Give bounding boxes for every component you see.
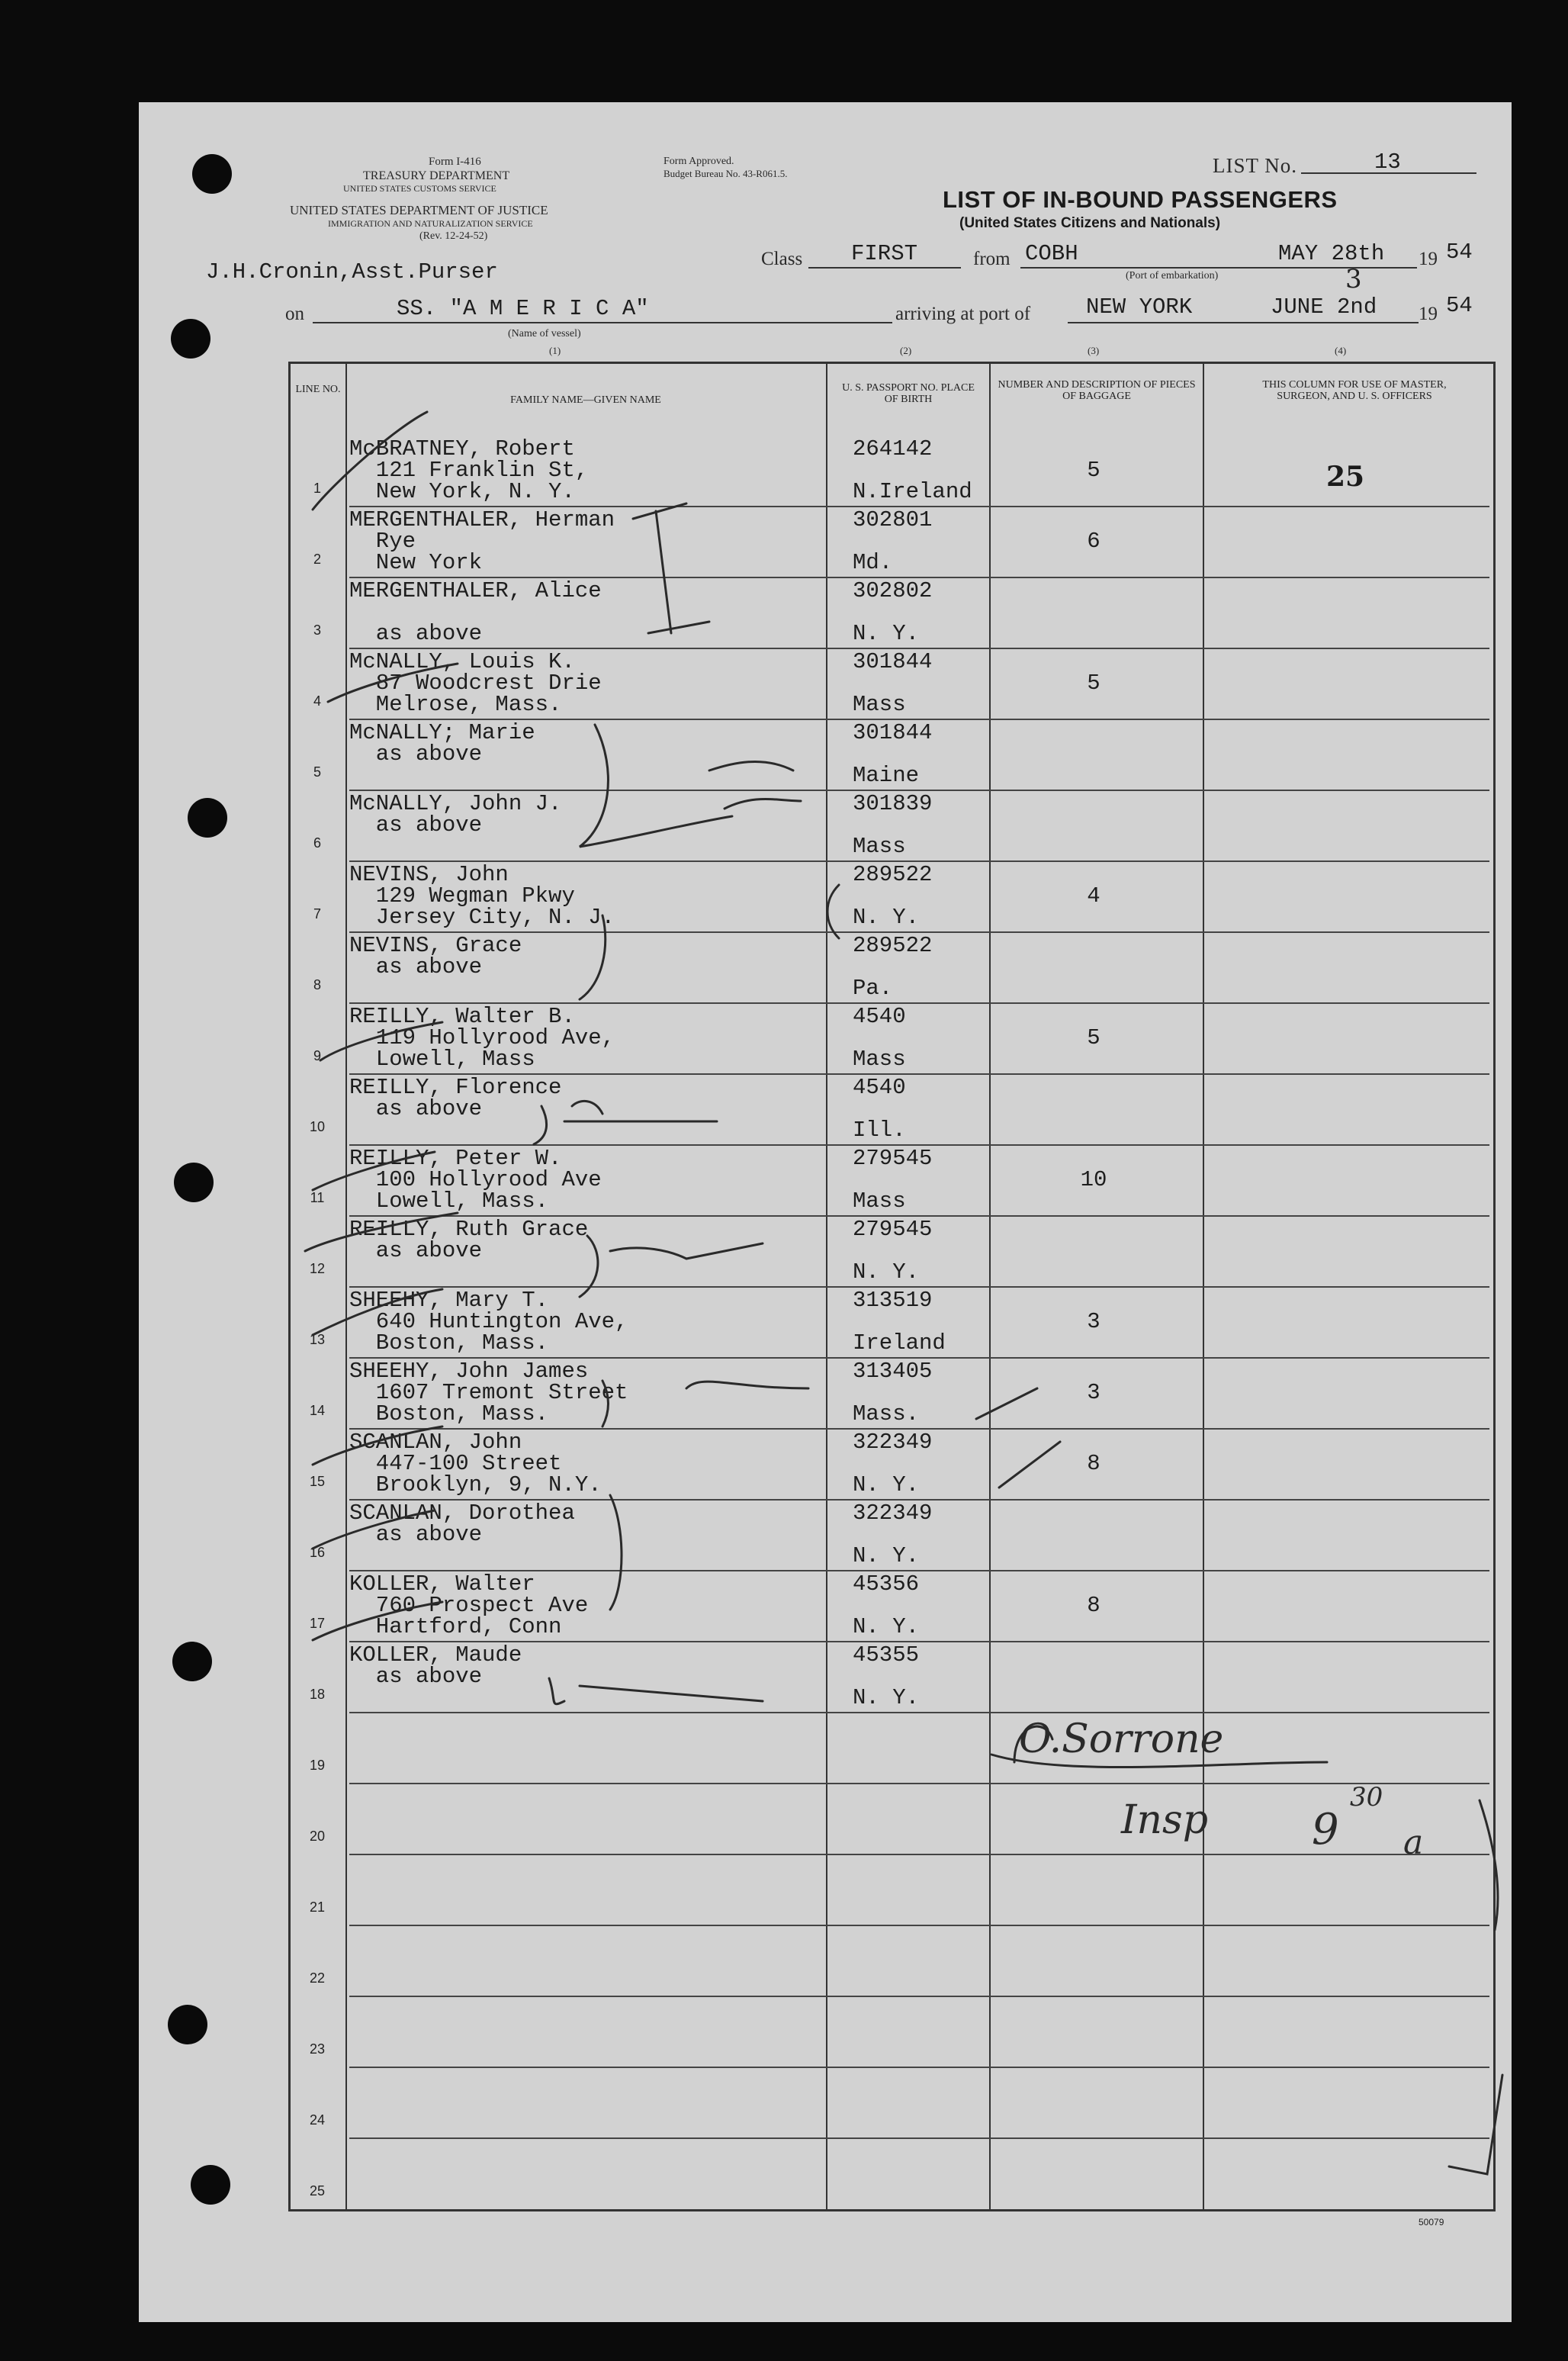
place-of-birth: Pa. — [853, 976, 893, 1001]
passport-number: 45356 — [853, 1571, 920, 1597]
passport-number: 302802 — [853, 578, 933, 603]
passport-number: 4540 — [853, 1075, 906, 1100]
place-of-birth: Maine — [853, 763, 920, 788]
baggage-count: 8 — [1087, 1451, 1100, 1476]
passenger-name-line: as above — [349, 621, 483, 646]
passenger-name-line: 121 Franklin St, — [349, 458, 589, 483]
budget-bureau: Budget Bureau No. 43-R061.5. — [664, 168, 788, 179]
inspector-signature: O.Sorrone — [1019, 1716, 1224, 1762]
passenger-name-line: 87 Woodcrest Drie — [349, 671, 602, 696]
passport-number: 45355 — [853, 1642, 920, 1668]
column-number-4: (4) — [1335, 345, 1347, 356]
line-number: 7 — [313, 906, 321, 922]
passenger-name-line: 1607 Tremont Street — [349, 1380, 628, 1405]
passport-number: 302801 — [853, 507, 933, 532]
form-number: Form I-416 — [429, 156, 481, 168]
inspection-time-am: a — [1403, 1823, 1424, 1862]
page-title: LIST OF IN-BOUND PASSENGERS — [943, 186, 1338, 213]
vessel-caption: (Name of vessel) — [508, 328, 581, 339]
column-header-passport: U. S. PASSPORT NO. PLACE OF BIRTH — [842, 382, 975, 405]
class-label: Class — [761, 249, 803, 269]
column-number-3: (3) — [1088, 345, 1100, 356]
passport-number: 289522 — [853, 933, 933, 958]
baggage-count: 3 — [1087, 1380, 1100, 1405]
passenger-name-line: McNALLY; Marie — [349, 720, 535, 745]
line-number: 15 — [309, 1474, 326, 1489]
place-of-birth: Mass. — [853, 1401, 920, 1427]
line-number: 21 — [309, 1899, 326, 1915]
handwritten-3: 3 — [1345, 264, 1362, 294]
passport-number: 301844 — [853, 720, 933, 745]
passenger-name-line: Lowell, Mass. — [349, 1189, 549, 1214]
baggage-count: 4 — [1087, 883, 1100, 909]
justice-label: UNITED STATES DEPARTMENT OF JUSTICE — [290, 203, 548, 217]
line-number: 11 — [310, 1190, 325, 1205]
line-number: 20 — [309, 1829, 326, 1844]
passenger-name-line: McBRATNEY, Robert — [349, 436, 575, 462]
passport-number: 279545 — [853, 1146, 933, 1171]
inspection-time-minutes: 30 — [1350, 1782, 1383, 1813]
ins-label: IMMIGRATION AND NATURALIZATION SERVICE — [328, 218, 533, 229]
passenger-name-line: 760 Prospect Ave — [349, 1593, 589, 1618]
place-of-birth: Mass — [853, 692, 906, 717]
passenger-name-line: 100 Hollyrood Ave — [349, 1167, 602, 1192]
passenger-name-line: SHEEHY, Mary T. — [349, 1288, 549, 1313]
column-header-name: FAMILY NAME—GIVEN NAME — [510, 394, 661, 406]
footer-code: 50079 — [1419, 2217, 1444, 2228]
baggage-count: 10 — [1080, 1167, 1107, 1192]
line-number: 1 — [313, 481, 321, 496]
place-of-birth: Mass — [853, 1189, 906, 1214]
column-number-2: (2) — [900, 345, 912, 356]
passenger-name-line: SCANLAN, Dorothea — [349, 1501, 575, 1526]
place-of-birth: N.Ireland — [853, 479, 972, 504]
arrival-year: 54 — [1446, 293, 1473, 318]
place-of-birth: Ireland — [853, 1330, 946, 1356]
passenger-name-line: 119 Hollyrood Ave, — [349, 1025, 615, 1050]
on-label: on — [285, 304, 304, 324]
passenger-name-line: REILLY, Ruth Grace — [349, 1217, 589, 1242]
passenger-name-line: REILLY, Walter B. — [349, 1004, 575, 1029]
vessel-name: SS. "A M E R I C A" — [397, 296, 649, 321]
passenger-name-line: as above — [349, 1238, 483, 1263]
inspector-title: Insp — [1121, 1797, 1209, 1843]
embark-caption: (Port of embarkation) — [1126, 270, 1219, 281]
line-number: 13 — [309, 1332, 326, 1347]
passenger-name-line: as above — [349, 954, 483, 979]
place-of-birth: Mass — [853, 1047, 906, 1072]
arrival-year-prefix: 19 — [1419, 304, 1438, 324]
line-number: 9 — [313, 1048, 321, 1063]
passenger-name-line: as above — [349, 1096, 483, 1121]
passenger-name-line: New York — [349, 550, 483, 575]
revision-label: (Rev. 12-24-52) — [419, 230, 488, 242]
place-of-birth: Ill. — [853, 1118, 906, 1143]
customs-label: UNITED STATES CUSTOMS SERVICE — [343, 183, 496, 194]
passenger-name-line: MERGENTHALER, Alice — [349, 578, 602, 603]
passenger-name-line: as above — [349, 741, 483, 767]
baggage-count: 6 — [1087, 529, 1100, 554]
passenger-name-line: New York, N. Y. — [349, 479, 575, 504]
passenger-name-line: Melrose, Mass. — [349, 692, 562, 717]
passport-number: 322349 — [853, 1430, 933, 1455]
baggage-count: 3 — [1087, 1309, 1100, 1334]
passport-number: 301839 — [853, 791, 933, 816]
line-number: 8 — [313, 977, 321, 992]
embark-year-prefix: 19 — [1419, 249, 1438, 269]
passenger-name-line: Jersey City, N. J. — [349, 905, 615, 930]
place-of-birth: N. Y. — [853, 1543, 920, 1568]
place-of-birth: N. Y. — [853, 1614, 920, 1639]
officer-note: 25 — [1325, 461, 1365, 493]
line-number: 17 — [309, 1616, 326, 1631]
passenger-name-line: Brooklyn, 9, N.Y. — [349, 1472, 602, 1497]
column-header-line-no: LINE NO. — [295, 384, 341, 395]
passenger-name-line: KOLLER, Maude — [349, 1642, 522, 1668]
embark-date: MAY 28th — [1278, 241, 1385, 266]
place-of-birth: N. Y. — [853, 1259, 920, 1285]
line-number: 10 — [309, 1119, 326, 1134]
inspection-time: 9 — [1312, 1805, 1339, 1854]
column-header-baggage: NUMBER AND DESCRIPTION OF PIECES OF BAGGAGE — [998, 379, 1196, 402]
passenger-name-line: Hartford, Conn — [349, 1614, 562, 1639]
passport-number: 313519 — [853, 1288, 933, 1313]
passenger-name-line: 447-100 Street — [349, 1451, 562, 1476]
page-subtitle: (United States Citizens and Nationals) — [959, 215, 1221, 231]
passenger-name-line: McNALLY, John J. — [349, 791, 562, 816]
place-of-birth: Md. — [853, 550, 893, 575]
line-number: 3 — [313, 622, 321, 638]
embark-year: 54 — [1446, 240, 1473, 265]
line-number: 16 — [309, 1545, 326, 1560]
form-approved: Form Approved. — [664, 156, 734, 167]
passenger-name-line: MERGENTHALER, Herman — [349, 507, 615, 532]
passenger-name-line: NEVINS, John — [349, 862, 509, 887]
column-number-1: (1) — [549, 345, 561, 356]
passenger-name-line: as above — [349, 1522, 483, 1547]
passport-number: 264142 — [853, 436, 933, 462]
passenger-name-line: 640 Huntington Ave, — [349, 1309, 628, 1334]
line-number: 24 — [309, 2112, 326, 2128]
line-number: 23 — [309, 2041, 326, 2057]
passenger-name-line: Lowell, Mass — [349, 1047, 535, 1072]
baggage-count: 8 — [1087, 1593, 1100, 1618]
line-number: 14 — [309, 1403, 326, 1418]
line-number: 2 — [313, 552, 321, 567]
passenger-name-line: NEVINS, Grace — [349, 933, 522, 958]
place-of-birth: Mass — [853, 834, 906, 859]
line-number: 6 — [313, 835, 321, 851]
baggage-count: 5 — [1087, 458, 1100, 483]
baggage-count: 5 — [1087, 671, 1100, 696]
purser-name: J.H.Cronin,Asst.Purser — [206, 259, 498, 285]
arrival-port: NEW YORK — [1086, 294, 1193, 320]
line-number: 25 — [309, 2183, 326, 2199]
line-number: 19 — [309, 1758, 326, 1773]
from-label: from — [973, 249, 1011, 269]
arrival-date: JUNE 2nd — [1271, 294, 1377, 320]
passenger-name-line: 129 Wegman Pkwy — [349, 883, 575, 909]
treasury-label: TREASURY DEPARTMENT — [363, 169, 510, 182]
passport-number: 279545 — [853, 1217, 933, 1242]
line-number: 5 — [313, 764, 321, 780]
passport-number: 4540 — [853, 1004, 906, 1029]
passenger-name-line: KOLLER, Walter — [349, 1571, 535, 1597]
line-number: 18 — [309, 1687, 326, 1702]
place-of-birth: N. Y. — [853, 905, 920, 930]
list-no-label: LIST No. — [1213, 154, 1298, 177]
passenger-name-line: SCANLAN, John — [349, 1430, 522, 1455]
passenger-name-line: Boston, Mass. — [349, 1330, 549, 1356]
passenger-name-line: SHEEHY, John James — [349, 1359, 589, 1384]
passport-number: 322349 — [853, 1501, 933, 1526]
passport-number: 301844 — [853, 649, 933, 674]
line-number: 12 — [309, 1261, 326, 1276]
passenger-name-line: Boston, Mass. — [349, 1401, 549, 1427]
place-of-birth: N. Y. — [853, 1472, 920, 1497]
passenger-name-line: REILLY, Florence — [349, 1075, 562, 1100]
baggage-count: 5 — [1087, 1025, 1100, 1050]
passenger-name-line: McNALLY, Louis K. — [349, 649, 575, 674]
line-number: 22 — [309, 1970, 326, 1986]
embark-port: COBH — [1025, 241, 1078, 266]
passport-number: 313405 — [853, 1359, 933, 1384]
passport-number: 289522 — [853, 862, 933, 887]
place-of-birth: N. Y. — [853, 621, 920, 646]
passenger-name-line: as above — [349, 812, 483, 838]
class-value: FIRST — [851, 241, 918, 266]
arriving-label: arriving at port of — [895, 304, 1031, 324]
passenger-name-line: REILLY, Peter W. — [349, 1146, 562, 1171]
passenger-name-line: as above — [349, 1664, 483, 1689]
place-of-birth: N. Y. — [853, 1685, 920, 1710]
column-header-officers: THIS COLUMN FOR USE OF MASTER, SURGEON, AND U. S. OFFICERS — [1262, 379, 1447, 402]
list-no-value: 13 — [1374, 150, 1401, 175]
line-number: 4 — [313, 693, 321, 709]
passenger-name-line: Rye — [349, 529, 416, 554]
